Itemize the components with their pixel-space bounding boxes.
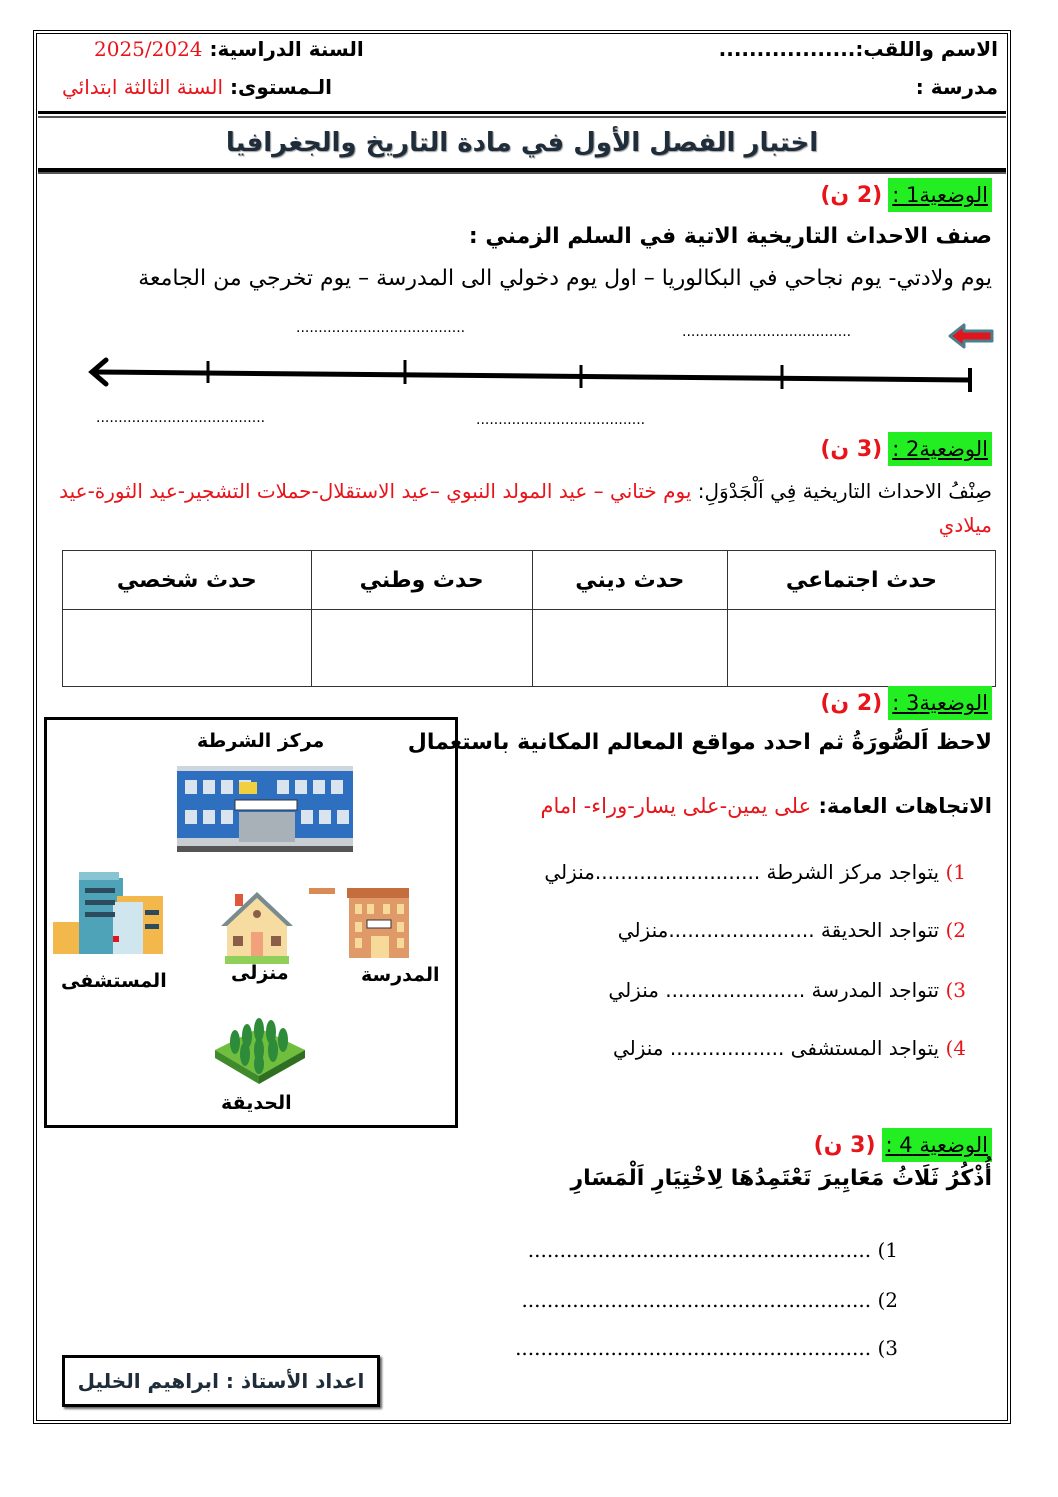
item-text[interactable]: تتواجد الحديقة .......................منزلي bbox=[617, 918, 940, 942]
situation-3-heading bbox=[820, 686, 992, 720]
events-table bbox=[62, 550, 996, 687]
location-item-2 bbox=[618, 918, 966, 942]
house-icon bbox=[219, 890, 295, 968]
table-cell[interactable] bbox=[311, 610, 532, 687]
timeline-blank-1[interactable]: ...................................... bbox=[682, 324, 852, 340]
garden-icon bbox=[211, 1002, 307, 1084]
item-number: 2) bbox=[945, 918, 966, 942]
year-label: السنة الدراسية: bbox=[209, 37, 364, 61]
header-row-2 bbox=[38, 75, 1006, 109]
table-header: حدث وطني bbox=[311, 551, 532, 610]
school-label: مدرسة : bbox=[915, 75, 998, 99]
caption-police: مركز الشرطة bbox=[197, 730, 325, 752]
name-field[interactable] bbox=[719, 37, 998, 61]
timeline-blank-4[interactable]: ...................................... bbox=[476, 412, 646, 428]
situation-3-points: (2 ن) bbox=[820, 690, 883, 716]
timeline-axis bbox=[94, 372, 970, 380]
directions-line bbox=[540, 794, 992, 818]
author-name: اعداد الأستاذ : ابراهيم الخليل bbox=[77, 1369, 365, 1393]
situation-1-events: يوم ولادتي- يوم نجاحي في البكالوريا – اول يوم دخولي الى المدرسة – يوم تخرجي من الجامعة bbox=[138, 266, 992, 291]
level-label: الـمستوى: bbox=[230, 75, 333, 99]
hospital-icon bbox=[53, 872, 165, 954]
name-dots: .................. bbox=[718, 37, 856, 61]
timeline-blank-3[interactable]: ...................................... bbox=[96, 410, 266, 426]
item-number: 1) bbox=[945, 860, 966, 884]
level-value: السنة الثالثة ابتدائي bbox=[62, 75, 224, 99]
police-station-icon bbox=[177, 766, 353, 852]
exam-title-box bbox=[38, 116, 1006, 173]
table-header: حدث ديني bbox=[532, 551, 727, 610]
situation-2-heading bbox=[820, 432, 992, 466]
school-year bbox=[94, 37, 364, 61]
situation-2-instruction-text: صِنْفُ الاحداث التاريخية فِي اَلْجَدْوَلِ: bbox=[697, 479, 992, 503]
situation-2-label: الوضعية2 : bbox=[888, 432, 992, 466]
situation-1-heading bbox=[820, 178, 992, 212]
situation-3-instruction: لاحظ اَلصُّورَةُ ثم احدد مواقع المعالم المكانية باستعمال bbox=[407, 730, 992, 755]
level bbox=[62, 75, 332, 99]
table-header: حدث شخصي bbox=[63, 551, 312, 610]
location-item-4 bbox=[613, 1036, 966, 1060]
directions-label: الاتجاهات العامة: bbox=[818, 794, 992, 818]
item-number: 4) bbox=[945, 1036, 966, 1060]
location-item-1 bbox=[544, 860, 966, 884]
timeline bbox=[78, 352, 978, 402]
table-header: حدث اجتماعي bbox=[727, 551, 995, 610]
exam-title: اختبار الفصل الأول في مادة التاريخ والجغرافيا bbox=[225, 128, 819, 158]
school-icon bbox=[309, 884, 409, 958]
table-cell[interactable] bbox=[63, 610, 312, 687]
answer-line-1[interactable]: 1) ...................................................... bbox=[527, 1238, 898, 1262]
situation-4-heading bbox=[814, 1128, 992, 1162]
author-box bbox=[62, 1355, 380, 1407]
arrow-left-icon bbox=[948, 322, 998, 350]
answer-line-2[interactable]: 2) ....................................................... bbox=[521, 1288, 898, 1312]
situation-2-points: (3 ن) bbox=[820, 436, 883, 462]
situation-1-label: الوضعية1 : bbox=[888, 178, 992, 212]
timeline-blank-2[interactable]: ...................................... bbox=[296, 320, 466, 336]
item-text[interactable]: يتواجد المستشفى .................. منزلي bbox=[612, 1036, 940, 1060]
caption-house: منزلى bbox=[231, 962, 289, 984]
year-value: 2025/2024 bbox=[94, 37, 203, 61]
caption-school: المدرسة bbox=[361, 964, 440, 986]
answer-line-3[interactable]: 3) ........................................................ bbox=[515, 1336, 898, 1360]
item-text[interactable]: يتواجد مركز الشرطة ..........................منزلي bbox=[544, 860, 940, 884]
header-row-1 bbox=[38, 37, 1006, 71]
location-item-3 bbox=[608, 978, 966, 1002]
name-label: الاسم واللقب: bbox=[855, 37, 998, 61]
item-number: 3) bbox=[945, 978, 966, 1002]
situation-1-instruction: صنف الاحداث التاريخية الاتية في السلم الزمني : bbox=[468, 224, 992, 249]
table-cell[interactable] bbox=[727, 610, 995, 687]
caption-hospital: المستشفى bbox=[61, 970, 167, 992]
situation-2-instruction bbox=[52, 474, 992, 542]
table-row bbox=[63, 610, 996, 687]
situation-4-instruction: أُذْكُرُ ثَلَاثُ مَعَايِيرَ تَعْتَمِدُهَا لِاخْتِيَارِ اَلْمَسَارِ bbox=[570, 1166, 992, 1191]
situation-3-label: الوضعية3 : bbox=[888, 686, 992, 720]
map-image-box bbox=[44, 717, 458, 1128]
situation-1-points: (2 ن) bbox=[820, 182, 883, 208]
content-area bbox=[38, 172, 1006, 1420]
header-box bbox=[38, 33, 1006, 114]
situation-2-events: يوم ختاني – عيد المولد النبوي –عيد الاستقلال-حملات التشجير-عيد الثورة-عيد ميلادي bbox=[59, 479, 992, 537]
situation-4-label: الوضعية 4 : bbox=[882, 1128, 992, 1162]
caption-garden: الحديقة bbox=[221, 1092, 292, 1114]
situation-4-points: (3 ن) bbox=[813, 1132, 876, 1158]
item-text[interactable]: تتواجد المدرسة ...................... منزلي bbox=[608, 978, 940, 1002]
table-cell[interactable] bbox=[532, 610, 727, 687]
table-header-row bbox=[63, 551, 996, 610]
directions-values: على يمين-على يسار-وراء- امام bbox=[540, 794, 812, 818]
